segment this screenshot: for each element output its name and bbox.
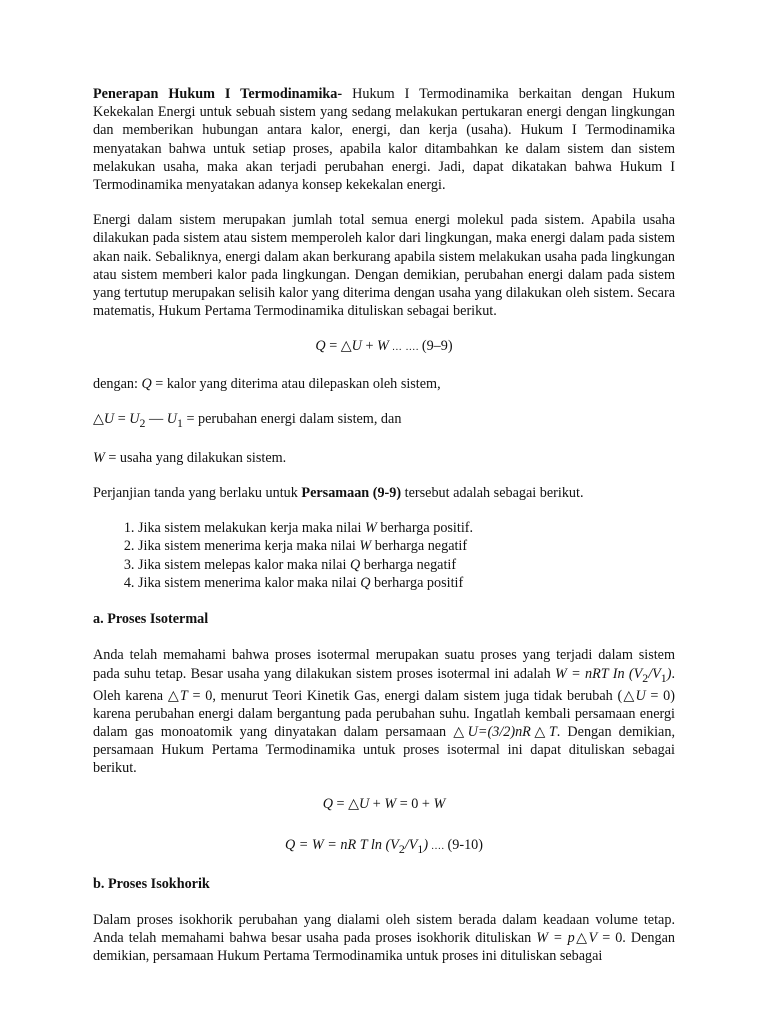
definition-w: W = usaha yang dilakukan sistem. bbox=[93, 449, 287, 466]
equation-9-10: Q = W = nR T $\ln (V_2/V_1)$ …. (9-10) bbox=[284, 836, 484, 856]
intro-text: Hukum I Termodinamika berkaitan dengan Hukum Kekekalan Energi untuk sebuah sistem yang sedang melakukan pertukaran energi dengan lingkungan dan memberikan hubungan antara kalor, energi, dan kerja (usaha). Hukum I Termodinamika menyatakan bahwa untuk setiap proses, apabila kalor ditambahkan ke dalam sistem dan sistem melakukan usaha, maka akan terjadi perubahan energi. Jadi, dapat dikatakan bahwa Hukum I Termodinamika menyatakan adanya konsep kekekalan energi. bbox=[93, 86, 675, 194]
equation-9-9: Q = △U + W … …. (9–9) bbox=[315, 338, 453, 355]
sign-convention-intro: Perjanjian tanda yang berlaku untuk Persamaan (9-9) tersebut adalah sebagai berikut. bbox=[93, 485, 584, 502]
definition-delta-u: △U = $U_2$ — $U_1$ = perubahan energi dalam sistem, dan bbox=[93, 410, 402, 430]
energy-paragraph: Energi dalam sistem merupakan jumlah total semua energi molekul pada sistem. Apabila usaha dilakukan pada sistem atau sistem memperoleh kalor dari lingkungan, maka energi dalam pada sistem akan naik. Sebaliknya, energi dalam akan berkurang apabila sistem melakukan usaha pada lingkungan atau sistem memberi kalor pada lingkungan. Dengan demikian, perubahan energi dalam pada sistem yang tertutup merupakan selisih kalor yang diterima dengan usaha yang dilakukan oleh sistem. Secara matematis, Hukum Pertama Termodinamika dituliskan sebagai berikut. bbox=[93, 212, 675, 320]
list-item: 1. Jika sistem melakukan kerja maka nilai W berharga positif. bbox=[138, 519, 675, 537]
section-a-heading: a. Proses Isotermal bbox=[93, 611, 209, 628]
list-item: 4. Jika sistem menerima kalor maka nilai Q berharga positif bbox=[138, 574, 675, 592]
isochoric-paragraph: Dalam proses isokhorik perubahan yang dialami oleh sistem berada dalam keadaan volume tetap. Anda telah memahami bahwa besar usaha pada proses isokhorik dituliskan W = p△V = 0. Dengan demikian, persamaan Hukum Pertama Termodinamika untuk proses ini dituliskan sebagai bbox=[93, 911, 675, 965]
sign-convention-list bbox=[93, 519, 675, 592]
document-page bbox=[93, 85, 675, 983]
definition-q: dengan: Q = kalor yang diterima atau dilepaskan oleh sistem, bbox=[93, 375, 441, 392]
section-b-heading: b. Proses Isokhorik bbox=[93, 875, 210, 892]
intro-title: Penerapan Hukum I Termodinamika- bbox=[93, 86, 343, 102]
list-item: 3. Jika sistem melepas kalor maka nilai Q berharga negatif bbox=[138, 556, 675, 574]
list-item: 2. Jika sistem menerima kerja maka nilai W berharga negatif bbox=[138, 537, 675, 555]
intro-paragraph bbox=[93, 85, 675, 194]
equation-isothermal: Q = △U + W = 0 + W bbox=[322, 795, 446, 812]
isothermal-paragraph: Anda telah memahami bahwa proses isotermal merupakan suatu proses yang terjadi dalam sistem pada suhu tetap. Besar usaha yang dilakukan sistem proses isotermal ini adalah W = nRT In $(V_2/V_1)$. Oleh karena △T = 0, menurut Teori Kinetik Gas, energi dalam sistem juga tidak berubah (△U = 0) karena perubahan energi dalam bergantung pada perubahan suhu. Ingatlah kembali persamaan energi dalam gas monoatomik yang dinyatakan dalam persamaan △U=(3/2)nR△T. Dengan demikian, persamaan Hukum Pertama Termodinamika untuk proses isotermal ini dapat dituliskan sebagai berikut. bbox=[93, 647, 675, 777]
